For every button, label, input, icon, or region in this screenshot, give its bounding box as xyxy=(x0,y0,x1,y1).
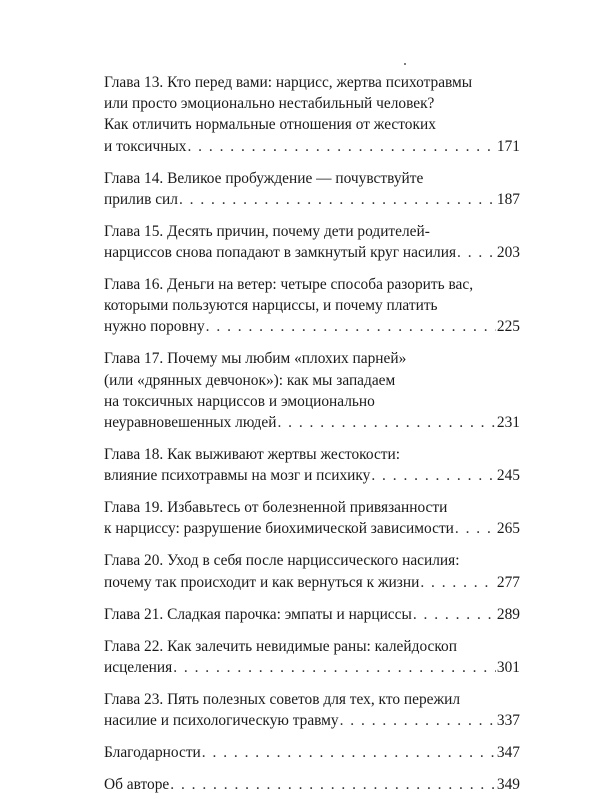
toc-entry-line: Глава 18. Как выживают жертвы жестокости: xyxy=(104,446,401,464)
page-number: 265 xyxy=(496,520,520,538)
page-number: 301 xyxy=(496,658,520,676)
toc-entry-last-line xyxy=(104,774,520,795)
toc-entry-last-line xyxy=(104,136,520,157)
toc-entry[interactable] xyxy=(104,497,520,539)
toc-entry-last-line xyxy=(104,242,520,263)
toc-entry-line: Глава 19. Избавьтесь от болезненной привязанности xyxy=(104,499,448,517)
toc-entry-line: Глава 16. Деньги на ветер: четыре способа разорить вас, xyxy=(104,276,474,294)
table-of-contents xyxy=(104,72,520,806)
page-number: 349 xyxy=(496,776,520,794)
dot-leader xyxy=(413,604,496,625)
toc-entry-title: и токсичных xyxy=(104,137,187,155)
toc-entry-line: или просто эмоционально нестабильный человек? xyxy=(104,95,435,113)
toc-entry-line: Глава 23. Пять полезных советов для тех, кто пережил xyxy=(104,690,461,708)
toc-entry-title: нарциссов снова попадают в замкнутый круг насилия xyxy=(104,244,457,262)
page-number: 203 xyxy=(496,244,520,262)
page-number: 231 xyxy=(496,414,520,432)
toc-entry-last-line xyxy=(104,412,520,433)
dot-leader xyxy=(371,465,496,486)
toc-entry-title: Глава 21. Сладкая парочка: эмпаты и нарциссы xyxy=(104,605,412,623)
dot-leader xyxy=(420,572,496,593)
page-number: 347 xyxy=(496,744,520,762)
toc-entry-title: насилие и психологическую травму xyxy=(104,712,339,730)
toc-entry[interactable] xyxy=(104,550,520,592)
toc-entry-line: на токсичных нарциссов и эмоционально xyxy=(104,392,375,410)
toc-entry-line: Глава 17. Почему мы любим «плохих парней» xyxy=(104,350,407,368)
page-speck xyxy=(404,63,406,65)
dot-leader xyxy=(170,774,496,795)
toc-entry-last-line xyxy=(104,518,520,539)
toc-entry-last-line xyxy=(104,316,520,337)
dot-leader xyxy=(173,657,496,678)
toc-entry-line: (или «дрянных девчонок»): как мы западаем xyxy=(104,371,396,389)
toc-entry[interactable] xyxy=(104,168,520,210)
toc-entry[interactable] xyxy=(104,774,520,795)
toc-entry-line: Глава 13. Кто перед вами: нарцисс, жертва психотравмы xyxy=(104,74,473,91)
toc-entry-title: исцеления xyxy=(104,658,173,676)
toc-entry-last-line xyxy=(104,657,520,678)
toc-entry-last-line xyxy=(104,572,520,593)
page-number: 187 xyxy=(496,190,520,208)
dot-leader xyxy=(179,189,496,210)
page-number: 171 xyxy=(496,137,520,155)
toc-entry-title: неуравновешенных людей xyxy=(104,414,277,432)
dot-leader xyxy=(206,316,496,337)
toc-entry[interactable] xyxy=(104,444,520,486)
toc-entry-line: Глава 20. Уход в себя после нарциссического насилия: xyxy=(104,552,460,570)
toc-entry[interactable] xyxy=(104,348,520,433)
toc-entry-line: Как отличить нормальные отношения от жестоких xyxy=(104,116,436,134)
toc-entry-last-line xyxy=(104,742,520,763)
toc-entry-title: нужно поровну xyxy=(104,318,205,336)
toc-entry-last-line xyxy=(104,604,520,625)
dot-leader xyxy=(340,710,496,731)
toc-entry-line: Глава 22. Как залечить невидимые раны: калейдоскоп xyxy=(104,637,457,655)
toc-entry[interactable] xyxy=(104,636,520,678)
toc-entry-line: Глава 15. Десять причин, почему дети родителей- xyxy=(104,222,430,240)
toc-entry-line: которыми пользуются нарциссы, и почему платить xyxy=(104,297,438,315)
toc-entry-title: влияние психотравмы на мозг и психику xyxy=(104,467,371,485)
dot-leader xyxy=(187,136,495,157)
toc-entry[interactable] xyxy=(104,689,520,731)
page-number: 289 xyxy=(496,605,520,623)
page-number: 277 xyxy=(496,573,520,591)
toc-entry[interactable] xyxy=(104,274,520,338)
toc-entry-last-line xyxy=(104,710,520,731)
page-number: 225 xyxy=(496,318,520,336)
toc-entry[interactable] xyxy=(104,604,520,625)
dot-leader xyxy=(457,242,496,263)
toc-entry[interactable] xyxy=(104,72,520,157)
toc-entry[interactable] xyxy=(104,221,520,263)
toc-entry-title: почему так происходит и как вернуться к жизни xyxy=(104,573,420,591)
toc-entry-last-line xyxy=(104,465,520,486)
dot-leader xyxy=(455,518,496,539)
page-number: 245 xyxy=(496,467,520,485)
toc-entry-title: Благодарности xyxy=(104,744,201,762)
page-number: 337 xyxy=(496,712,520,730)
toc-entry-title: к нарциссу: разрушение биохимической зависимости xyxy=(104,520,454,538)
toc-entry-line: Глава 14. Великое пробуждение — почувствуйте xyxy=(104,169,424,187)
dot-leader xyxy=(202,742,496,763)
toc-entry-last-line xyxy=(104,189,520,210)
dot-leader xyxy=(277,412,495,433)
toc-entry-title: Об авторе xyxy=(104,776,170,794)
toc-entry[interactable] xyxy=(104,742,520,763)
toc-entry-title: прилив сил xyxy=(104,190,178,208)
